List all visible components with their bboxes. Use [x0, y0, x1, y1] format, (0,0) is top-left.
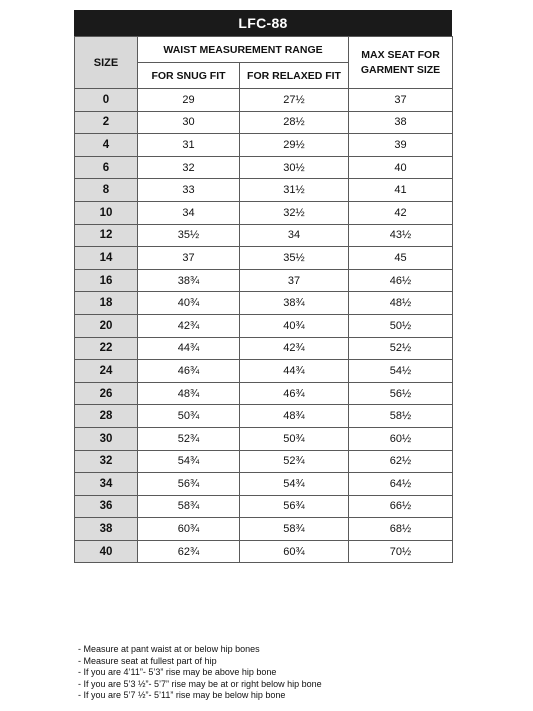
- table-row: [75, 427, 453, 450]
- max-seat-cell: 56½: [349, 382, 453, 405]
- relaxed-fit-cell: 31½: [240, 179, 349, 202]
- relaxed-fit-cell: 42¾: [240, 337, 349, 360]
- table-row: [75, 518, 453, 541]
- snug-fit-cell: 32: [138, 156, 240, 179]
- max-seat-cell: 62½: [349, 450, 453, 473]
- snug-fit-cell: 58¾: [138, 495, 240, 518]
- max-seat-cell: 45: [349, 247, 453, 270]
- relaxed-fit-cell: 54¾: [240, 473, 349, 496]
- max-seat-cell: 38: [349, 111, 453, 134]
- table-row: [75, 473, 453, 496]
- snug-fit-cell: 30: [138, 111, 240, 134]
- size-table: [74, 36, 453, 563]
- relaxed-fit-cell: 50¾: [240, 427, 349, 450]
- relaxed-fit-cell: 35½: [240, 247, 349, 270]
- table-row: [75, 269, 453, 292]
- max-seat-cell: 52½: [349, 337, 453, 360]
- size-cell: 34: [75, 473, 138, 496]
- table-row: [75, 201, 453, 224]
- note-item: - If you are 4’11”- 5’3” rise may be above hip bone: [78, 667, 277, 678]
- note-item: - If you are 5’3 ½”- 5’7” rise may be at or right below hip bone: [78, 678, 322, 689]
- relaxed-fit-cell: 38¾: [240, 292, 349, 315]
- size-cell: 0: [75, 89, 138, 112]
- snug-fit-cell: 48¾: [138, 382, 240, 405]
- snug-fit-cell: 31: [138, 134, 240, 157]
- table-row: [75, 111, 453, 134]
- snug-fit-cell: 52¾: [138, 427, 240, 450]
- relaxed-fit-cell: 28½: [240, 111, 349, 134]
- size-cell: 12: [75, 224, 138, 247]
- table-row: [75, 224, 453, 247]
- size-cell: 14: [75, 247, 138, 270]
- size-cell: 26: [75, 382, 138, 405]
- note-item: - Measure at pant waist at or below hip bones: [78, 644, 260, 654]
- header-max-seat: MAX SEAT FOR GARMENT SIZE: [349, 37, 453, 89]
- max-seat-cell: 48½: [349, 292, 453, 315]
- max-seat-cell: 41: [349, 179, 453, 202]
- snug-fit-cell: 46¾: [138, 360, 240, 383]
- max-seat-cell: 64½: [349, 473, 453, 496]
- table-row: [75, 405, 453, 428]
- header-size: SIZE: [75, 37, 138, 89]
- table-row: [75, 314, 453, 337]
- note-item: - If you are 5’7 ½”- 5’11” rise may be below hip bone: [78, 690, 286, 701]
- size-cell: 10: [75, 201, 138, 224]
- size-chart: [74, 10, 452, 563]
- relaxed-fit-cell: 27½: [240, 89, 349, 112]
- table-row: [75, 382, 453, 405]
- relaxed-fit-cell: 48¾: [240, 405, 349, 428]
- snug-fit-cell: 60¾: [138, 518, 240, 541]
- max-seat-cell: 46½: [349, 269, 453, 292]
- max-seat-cell: 68½: [349, 518, 453, 541]
- relaxed-fit-cell: 58¾: [240, 518, 349, 541]
- snug-fit-cell: 54¾: [138, 450, 240, 473]
- size-cell: 16: [75, 269, 138, 292]
- size-cell: 40: [75, 540, 138, 563]
- snug-fit-cell: 34: [138, 201, 240, 224]
- snug-fit-cell: 33: [138, 179, 240, 202]
- size-cell: 28: [75, 405, 138, 428]
- snug-fit-cell: 35½: [138, 224, 240, 247]
- header-waist-range: WAIST MEASUREMENT RANGE: [138, 37, 349, 63]
- header-relaxed-fit: FOR RELAXED FIT: [240, 63, 349, 89]
- snug-fit-cell: 56¾: [138, 473, 240, 496]
- max-seat-cell: 37: [349, 89, 453, 112]
- table-row: [75, 247, 453, 270]
- max-seat-cell: 39: [349, 134, 453, 157]
- relaxed-fit-cell: 30½: [240, 156, 349, 179]
- max-seat-cell: 40: [349, 156, 453, 179]
- relaxed-fit-cell: 46¾: [240, 382, 349, 405]
- relaxed-fit-cell: 52¾: [240, 450, 349, 473]
- notes-list: [78, 644, 322, 702]
- relaxed-fit-cell: 34: [240, 224, 349, 247]
- note-item: - Measure seat at fullest part of hip: [78, 655, 217, 666]
- size-cell: 2: [75, 111, 138, 134]
- table-row: [75, 450, 453, 473]
- size-cell: 8: [75, 179, 138, 202]
- relaxed-fit-cell: 40¾: [240, 314, 349, 337]
- size-cell: 22: [75, 337, 138, 360]
- snug-fit-cell: 50¾: [138, 405, 240, 428]
- table-row: [75, 540, 453, 563]
- snug-fit-cell: 42¾: [138, 314, 240, 337]
- size-cell: 18: [75, 292, 138, 315]
- size-cell: 38: [75, 518, 138, 541]
- max-seat-cell: 54½: [349, 360, 453, 383]
- max-seat-cell: 42: [349, 201, 453, 224]
- size-cell: 36: [75, 495, 138, 518]
- snug-fit-cell: 44¾: [138, 337, 240, 360]
- max-seat-cell: 43½: [349, 224, 453, 247]
- size-cell: 20: [75, 314, 138, 337]
- relaxed-fit-cell: 32½: [240, 201, 349, 224]
- table-row: [75, 156, 453, 179]
- table-row: [75, 134, 453, 157]
- max-seat-cell: 58½: [349, 405, 453, 428]
- snug-fit-cell: 38¾: [138, 269, 240, 292]
- relaxed-fit-cell: 60¾: [240, 540, 349, 563]
- size-cell: 6: [75, 156, 138, 179]
- table-row: [75, 292, 453, 315]
- max-seat-cell: 60½: [349, 427, 453, 450]
- size-cell: 4: [75, 134, 138, 157]
- snug-fit-cell: 62¾: [138, 540, 240, 563]
- max-seat-cell: 50½: [349, 314, 453, 337]
- chart-title: LFC-88: [74, 10, 452, 36]
- table-body: [75, 89, 453, 563]
- snug-fit-cell: 29: [138, 89, 240, 112]
- header-snug-fit: FOR SNUG FIT: [138, 63, 240, 89]
- relaxed-fit-cell: 29½: [240, 134, 349, 157]
- snug-fit-cell: 40¾: [138, 292, 240, 315]
- snug-fit-cell: 37: [138, 247, 240, 270]
- table-row: [75, 89, 453, 112]
- max-seat-cell: 66½: [349, 495, 453, 518]
- relaxed-fit-cell: 37: [240, 269, 349, 292]
- table-row: [75, 337, 453, 360]
- relaxed-fit-cell: 44¾: [240, 360, 349, 383]
- max-seat-cell: 70½: [349, 540, 453, 563]
- table-row: [75, 495, 453, 518]
- relaxed-fit-cell: 56¾: [240, 495, 349, 518]
- size-cell: 24: [75, 360, 138, 383]
- size-cell: 30: [75, 427, 138, 450]
- size-cell: 32: [75, 450, 138, 473]
- table-row: [75, 179, 453, 202]
- table-row: [75, 360, 453, 383]
